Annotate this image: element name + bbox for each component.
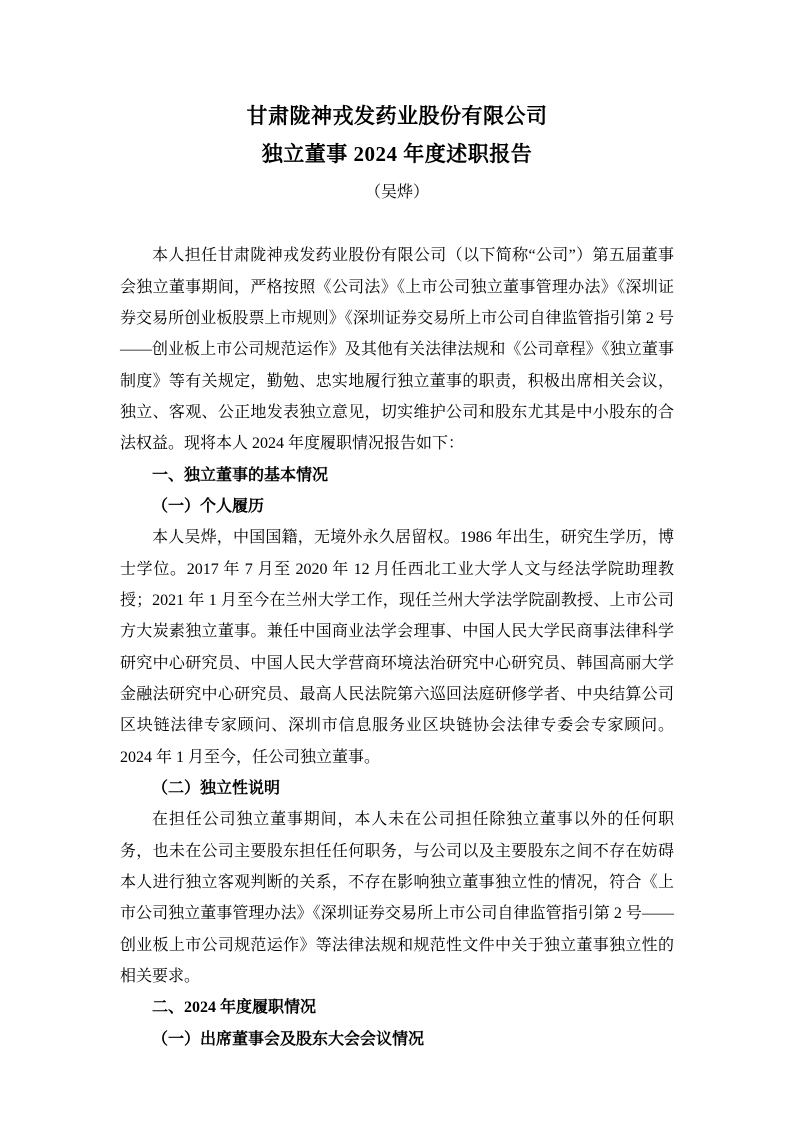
document-title: 甘肃陇神戎发药业股份有限公司 — [246, 104, 548, 128]
heading-meeting-attendance: （一）出席董事会及股东大会会议情况 — [152, 1030, 425, 1048]
heading-2024-performance: 二、2024 年度履职情况 — [152, 999, 317, 1017]
author-name: （吴烨） — [364, 183, 429, 201]
document-body — [120, 240, 674, 1055]
intro-paragraph: 本人担任甘肃陇神戎发药业股份有限公司（以下简称“公司”）第五届董事会独立董事期间，严格按照《公司法》《上市公司独立董事管理办法》《深圳证券交易所创业板股票上市规则》《深圳证券交易所上市公司自律监管指引第 2 号——创业板上市公司规范运作》及其他有关法律法规和《公司章程》《独立董事制度》等有关规定，勤勉、忠实地履行独立董事的职责，积极出席相关会议，独立、客观、公正地发表独立意见，切实维护公司和股东尤其是中小股东的合法权益。现将本人 2024 年度履职情况报告如下： — [120, 247, 674, 453]
paragraph-personal-resume: 本人吴烨，中国国籍，无境外永久居留权。1986 年出生，研究生学历，博士学位。2017 年 7 月至 2020 年 12 月任西北工业大学人文与经法学院助理教授；2021 年 1 月至今在兰州大学工作，现任兰州大学法学院副教授、上市公司方大炭素独立董事。兼任中国商业法学会理事、中国人民大学民商事法律科学研究中心研究员、中国人民大学营商环境法治研究中心研究员、韩国高丽大学金融法研究中心研究员、最高人民法院第六巡回法庭研修学者、中央结算公司区块链法律专家顾问、深圳市信息服务业区块链协会法律专委会专家顾问。2024 年 1 月至今，任公司独立董事。 — [120, 529, 674, 766]
heading-basic-info: 一、独立董事的基本情况 — [152, 466, 329, 484]
heading-personal-resume: （一）个人履历 — [152, 497, 265, 515]
paragraph-independence-statement: 在担任公司独立董事期间，本人未在公司担任除独立董事以外的任何职务，也未在公司主要股东担任任何职务，与公司以及主要股东之间不存在妨碍本人进行独立客观判断的关系，不存在影响独立董事独立性的情况，符合《上市公司独立董事管理办法》《深圳证券交易所上市公司自律监管指引第 2 号——创业板上市公司规范运作》等法律法规和规范性文件中关于独立董事独立性的相关要求。 — [120, 811, 674, 986]
heading-independence-statement: （二）独立性说明 — [152, 780, 281, 798]
document-subtitle: 独立董事 2024 年度述职报告 — [261, 142, 533, 167]
